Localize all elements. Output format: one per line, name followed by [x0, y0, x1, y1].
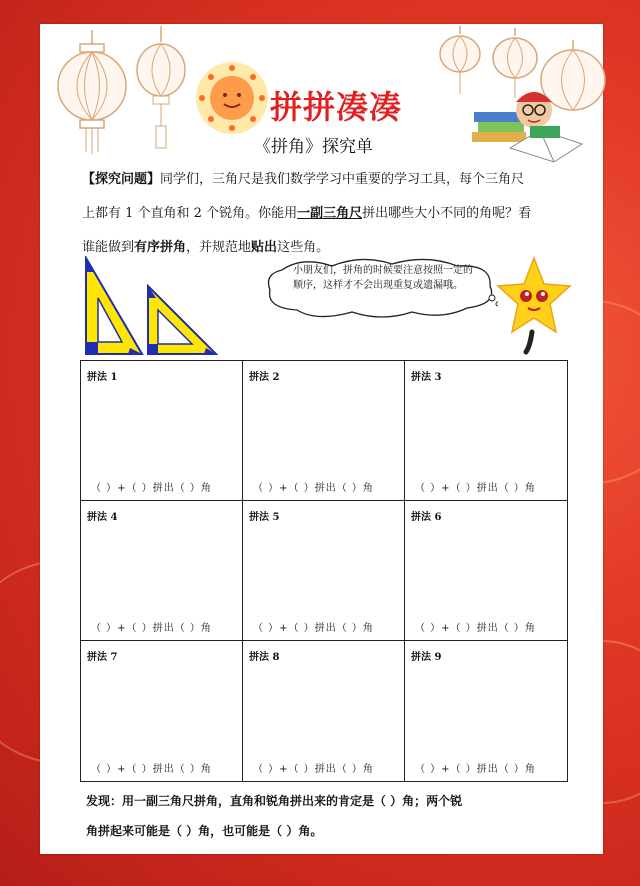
- cell-label: 拼法 1: [87, 372, 118, 383]
- arrangement-cell[interactable]: [243, 641, 405, 781]
- title-area: [270, 82, 402, 128]
- arrangement-cell[interactable]: [81, 641, 243, 781]
- cell-label: 拼法 9: [411, 652, 442, 663]
- arrangement-cell[interactable]: [405, 501, 567, 641]
- cell-label: 拼法 2: [249, 372, 280, 383]
- cell-equation: （ ）+（ ）拼出（ ）角: [91, 764, 212, 775]
- intro-text: 谁能做到: [82, 240, 135, 255]
- cell-equation: （ ）+（ ）拼出（ ）角: [415, 483, 536, 494]
- intro-text: 上都有 1 个直角和 2 个锐角。你能用: [82, 206, 298, 221]
- star-mascot-icon: [496, 256, 572, 356]
- cell-label: 拼法 7: [87, 652, 118, 663]
- arrangement-cell[interactable]: [81, 501, 243, 641]
- sun-icon: [194, 60, 270, 136]
- cell-equation: （ ）+（ ）拼出（ ）角: [253, 483, 374, 494]
- intro-emphasis: 有序拼角: [134, 240, 187, 255]
- arrangement-grid: [80, 360, 568, 782]
- boy-reading-icon: [470, 86, 590, 166]
- cell-label: 拼法 5: [249, 512, 280, 523]
- intro-text: ，并规范地: [186, 240, 252, 255]
- intro-line-3: [82, 236, 329, 255]
- lantern-icon: [133, 26, 189, 156]
- cell-equation: （ ）+（ ）拼出（ ）角: [253, 764, 374, 775]
- intro-label: 【探究问题】: [82, 172, 161, 187]
- arrangement-cell[interactable]: [243, 361, 405, 501]
- cell-label: 拼法 8: [249, 652, 280, 663]
- page-title: 拼拼凑凑: [270, 88, 403, 126]
- arrangement-cell[interactable]: [405, 361, 567, 501]
- cell-equation: （ ）+（ ）拼出（ ）角: [91, 483, 212, 494]
- arrangement-cell[interactable]: [243, 501, 405, 641]
- cell-label: 拼法 4: [87, 512, 118, 523]
- page-subtitle: 《拼角》探究单: [254, 137, 373, 157]
- cell-label: 拼法 6: [411, 512, 442, 523]
- intro-text: 这些角。: [277, 240, 330, 255]
- arrangement-cell[interactable]: [81, 361, 243, 501]
- triangle-ruler-icon: [84, 256, 144, 356]
- intro-text: 同学们，三角尺是我们数学学习中重要的学习工具，每个三角尺: [160, 172, 525, 187]
- finding-line-1: 发现：用一副三角尺拼角，直角和锐角拼出来的肯定是（ ）角；两个锐: [86, 794, 463, 808]
- intro-line-2: [82, 202, 531, 221]
- arrangement-cell[interactable]: [405, 641, 567, 781]
- lantern-icon: [52, 30, 132, 155]
- intro-text: 拼出哪些大小不同的角呢？看: [362, 206, 532, 221]
- speech-bubble-text: 小朋友们，拼角的时候要注意按照一定的顺序，这样才不会出现重复或遗漏哦。: [293, 265, 473, 291]
- cell-equation: （ ）+（ ）拼出（ ）角: [253, 623, 374, 634]
- triangle-ruler-icon: [146, 284, 218, 356]
- intro-line-1: [82, 168, 524, 187]
- cell-equation: （ ）+（ ）拼出（ ）角: [415, 764, 536, 775]
- cell-equation: （ ）+（ ）拼出（ ）角: [415, 623, 536, 634]
- intro-emphasis: 贴出: [251, 240, 278, 255]
- cell-equation: （ ）+（ ）拼出（ ）角: [91, 623, 212, 634]
- cell-label: 拼法 3: [411, 372, 442, 383]
- finding-line-2: 角拼起来可能是（ ）角，也可能是（ ）角。: [86, 824, 323, 838]
- intro-emphasis: 一副三角尺: [297, 206, 363, 221]
